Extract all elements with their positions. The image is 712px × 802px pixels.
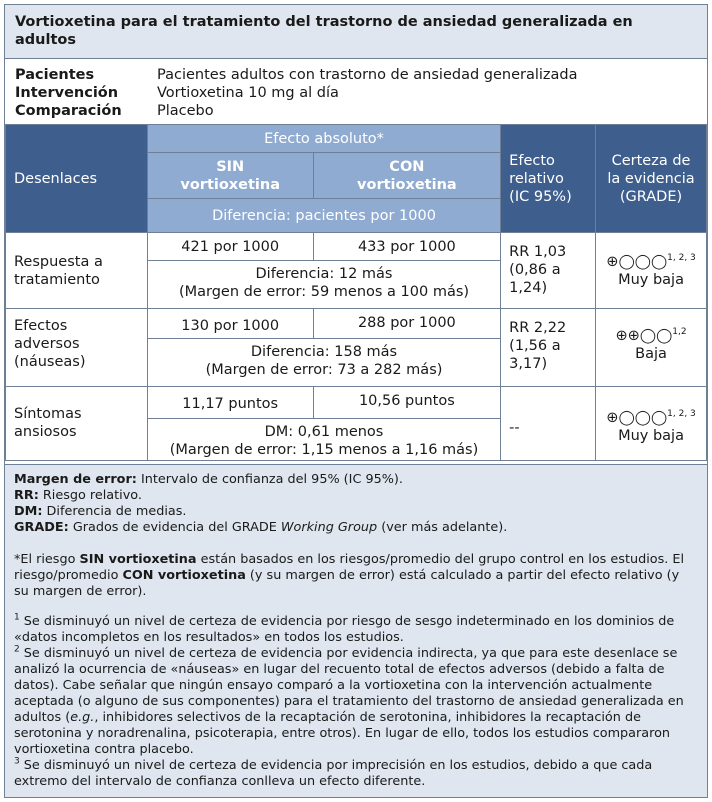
note-value: (ver más adelante). [377,520,508,535]
certainty-footnote-refs: 1, 2, 3 [667,409,696,420]
outcome-line: Efectos [14,318,68,334]
pico-value: Vortioxetina 10 mg al día [157,85,339,101]
difference-line: DM: 0,61 menos [264,424,384,440]
header-without-line: vortioxetina [180,176,280,193]
header-relative-line: relativo [509,170,564,187]
note-value: Grados de evidencia del GRADE [68,520,281,535]
footnote-3 [14,758,698,790]
results-table [5,124,707,461]
outcome-cell [6,387,148,461]
header-relative-line: (IC 95%) [509,188,572,205]
header-without [147,153,313,199]
outcome-line: Respuesta a [14,254,103,270]
note-value: Intervalo de confianza del 95% (IC 95%). [136,472,403,487]
difference-cell [147,261,500,309]
outcome-line: adversos [14,336,80,352]
table-row [6,387,707,419]
note-rr [14,488,698,504]
header-with-line: vortioxetina [357,176,457,193]
note-bold: SIN vortioxetina [79,552,197,567]
note-bold: CON vortioxetina [122,568,246,583]
with-value: 433 por 1000 [313,233,501,261]
difference-cell [147,419,500,461]
difference-line: Diferencia: 158 más [250,344,398,360]
footnote-text: , inhibidores selectivos de la recaptación de serotonina, inhibidores la recaptación de serotonina y noradrenalina, psicoterapia, entre otros). En lugar de ello, todos los estudios compararon vortioxetina contra placebo. [14,710,671,757]
outcome-line: ansiosos [14,424,77,440]
header-outcomes: Desenlaces [6,125,148,233]
relative-cell [501,387,596,461]
footnote-number: 3 [14,756,20,767]
difference-cell [147,339,500,387]
header-certainty [596,125,707,233]
difference-line: (Margen de error: 59 menos a 100 más) [178,284,470,300]
note-grade [14,520,698,536]
pico-section [5,60,707,124]
footnote-2 [14,646,698,758]
pico-value: Pacientes adultos con trastorno de ansiedad generalizada [157,67,578,83]
pico-row-comparison [15,102,697,120]
pico-key: Intervención [15,85,119,101]
outcome-line: Síntomas [14,406,82,422]
outcome-cell [6,309,148,387]
relative-line: -- [509,420,520,436]
pico-row-intervention [15,84,697,102]
note-margin [14,472,698,488]
footnote-text: Se disminuyó un nivel de certeza de evidencia por imprecisión en los estudios, debido a que cada extremo del intervalo de confianza conlleva un efecto diferente. [14,758,653,789]
note-key: Margen de error: [14,472,137,487]
relative-line: RR 2,22 [509,320,567,336]
certainty-footnote-refs: 1, 2, 3 [667,253,696,264]
certainty-cell [596,387,707,461]
pico-key: Pacientes [15,67,95,83]
header-relative-line: Efecto [509,152,555,169]
header-without-line: SIN [216,158,245,175]
footnote-text: Se disminuyó un nivel de certeza de evidencia por riesgo de sesgo indeterminado en los dominios de «datos incompletos en los resultados» en todos los estudios. [14,614,675,645]
certainty-symbols: ⊕◯◯◯ [606,410,668,426]
notes-section [5,464,707,797]
relative-line: (1,56 a [509,338,561,354]
pico-key: Comparación [15,103,122,119]
header-with-line: CON [389,158,425,175]
without-value: 421 por 1000 [147,233,313,261]
note-emphasis: Working Group [280,520,378,535]
footnote-emphasis: e.g. [70,710,95,725]
relative-line: (0,86 a [509,262,561,278]
note-dm [14,504,698,520]
footnote-number: 2 [14,644,20,655]
with-value: 10,56 puntos [313,387,501,419]
certainty-level: Muy baja [618,272,684,288]
header-certainty-line: la evidencia [607,170,695,187]
header-relative-effect [501,125,596,233]
with-value: 288 por 1000 [313,309,501,339]
note-text: están basados en los riesgos/promedio del grupo control en los estudios. El riesgo/promedio [14,552,685,583]
relative-cell [501,233,596,309]
relative-line: 1,24) [509,280,548,296]
note-key: GRADE: [14,520,69,535]
note-text: *El riesgo [14,552,80,567]
certainty-symbols: ⊕⊕◯◯ [615,328,673,344]
header-absolute-effect: Efecto absoluto* [147,125,500,153]
difference-line: (Margen de error: 1,15 menos a 1,16 más) [169,442,479,458]
note-text: (y su margen de error) está calculado a partir del efecto relativo (y su margen de error). [14,568,680,599]
certainty-level: Muy baja [618,428,684,444]
relative-cell [501,309,596,387]
note-key: RR: [14,488,39,503]
table-title: Vortioxetina para el tratamiento del trastorno de ansiedad generalizada en adultos [5,5,707,59]
pico-row-patients [15,66,697,84]
pico-value: Placebo [157,103,214,119]
footnote-1 [14,614,698,646]
note-asterisk [14,552,698,600]
table-row [6,309,707,339]
header-certainty-line: (GRADE) [619,188,683,205]
note-key: DM: [14,504,43,519]
without-value: 130 por 1000 [147,309,313,339]
table-row [6,233,707,261]
header-with [313,153,501,199]
certainty-level: Baja [635,346,667,362]
note-value: Diferencia de medias. [42,504,187,519]
relative-line: 3,17) [509,356,548,372]
outcome-cell [6,233,148,309]
certainty-cell [596,309,707,387]
outcome-line: tratamiento [14,272,100,288]
note-value: Riesgo relativo. [38,488,142,503]
relative-line: RR 1,03 [509,244,567,260]
footnote-number: 1 [14,612,20,623]
certainty-footnote-refs: 1,2 [672,327,687,338]
difference-line: (Margen de error: 73 a 282 más) [205,362,443,378]
header-difference: Diferencia: pacientes por 1000 [147,199,500,233]
certainty-symbols: ⊕◯◯◯ [606,254,668,270]
without-value: 11,17 puntos [147,387,313,419]
footnote-text: Se disminuyó un nivel de certeza de evidencia por evidencia indirecta, ya que para este desenlace se analizó la ocurrencia de «náuseas» en lugar del recuento total de efectos adversos (debido a falta de datos). Cabe señalar que ningún ensayo comparó a la vortioxetina con la intervención actualmente aceptada (o alguno de sus componentes) para el tratamiento del trastorno de ansiedad generalizada en adultos ( [14,646,684,725]
difference-line: Diferencia: 12 más [255,266,393,282]
summary-of-findings-table [4,4,708,798]
header-certainty-line: Certeza de [611,152,691,169]
outcome-line: (náuseas) [14,354,86,370]
certainty-cell [596,233,707,309]
